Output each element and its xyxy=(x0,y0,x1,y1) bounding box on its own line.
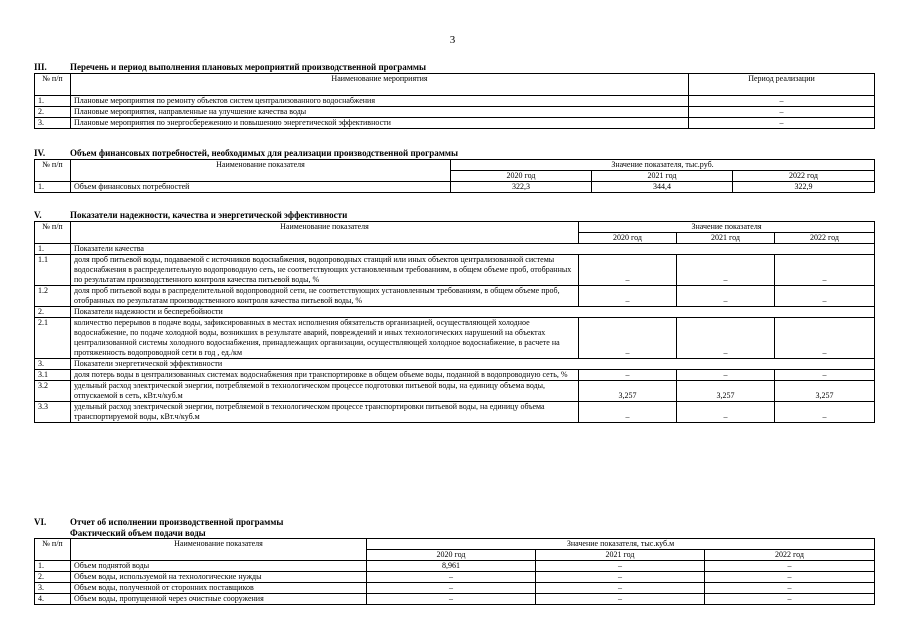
row-value: – xyxy=(775,318,875,359)
row-value: – xyxy=(705,561,875,572)
row-name: Объем воды, используемой на технологические нужды xyxy=(71,572,367,583)
row-name: Объем воды, пропущенной через очистные сооружения xyxy=(71,594,367,605)
table-row xyxy=(35,402,875,423)
row-value: – xyxy=(579,370,677,381)
table-row xyxy=(35,572,875,583)
header-year: 2020 год xyxy=(451,171,592,182)
table-row xyxy=(35,318,875,359)
row-num: 2.1 xyxy=(35,318,71,359)
table-row xyxy=(35,561,875,572)
section-5 xyxy=(34,210,874,423)
row-value: 3,257 xyxy=(775,381,875,402)
row-value: – xyxy=(579,318,677,359)
row-value: – xyxy=(367,583,536,594)
section-title-text: Перечень и период выполнения плановых мероприятий производственной программы xyxy=(70,62,427,72)
row-value: – xyxy=(705,583,875,594)
row-name: Объем воды, полученной от сторонних поставщиков xyxy=(71,583,367,594)
row-value: – xyxy=(536,561,705,572)
group-name: Показатели качества xyxy=(71,244,875,255)
header-num: № п/п xyxy=(35,222,71,244)
row-num: 3. xyxy=(35,583,71,594)
row-period: – xyxy=(689,118,875,129)
header-name: Наименование показателя xyxy=(71,539,367,561)
row-value: – xyxy=(775,255,875,286)
row-name: удельный расход электрической энергии, потребляемой в технологическом процессе подготовки питьевой воды, на единицу объема воды, отпускаемой в сеть, кВт.ч/куб.м xyxy=(71,381,579,402)
table-row xyxy=(35,255,875,286)
header-year: 2021 год xyxy=(536,550,705,561)
row-value: – xyxy=(367,572,536,583)
row-value: 3,257 xyxy=(677,381,775,402)
row-name: доля проб питьевой воды, подаваемой с источников водоснабжения, водопроводных станций или иных объектов централизованной системы водоснабжения в распределительную водопроводную сеть, не соответствующих установленным требованиям, в общем объеме проб, отобранных по результатам производственного контроля качества питьевой воды, % xyxy=(71,255,579,286)
section-3 xyxy=(34,62,874,129)
section-5-title xyxy=(34,210,874,221)
row-num: 3. xyxy=(35,359,71,370)
header-year: 2020 год xyxy=(579,233,677,244)
row-num: 3.2 xyxy=(35,381,71,402)
section-6-subtitle: Фактический объем подачи воды xyxy=(70,528,206,538)
finance-table xyxy=(34,159,875,193)
table-header xyxy=(35,74,875,96)
section-3-title xyxy=(34,62,874,73)
header-name: Наименование мероприятия xyxy=(71,74,689,96)
row-value: – xyxy=(677,286,775,307)
row-num: 3.3 xyxy=(35,402,71,423)
table-header xyxy=(35,539,875,550)
table-row xyxy=(35,381,875,402)
row-value: – xyxy=(677,318,775,359)
section-6-title xyxy=(34,517,874,528)
row-value: – xyxy=(775,402,875,423)
table-header xyxy=(35,222,875,233)
indicators-table xyxy=(34,221,875,423)
row-num: 1. xyxy=(35,561,71,572)
row-name: количество перерывов в подаче воды, зафиксированных в местах исполнения обязательств организацией, осуществляющей холодное водоснабжение, по подаче холодной воды, возникших в результате аварий, повреждений и иных технологических нарушений на объектах централизованной системы холодного водоснабжения, принадлежащих организации, осуществляющей холодное водоснабжение, в расчете на протяженность водопроводной сети в год , ед./км xyxy=(71,318,579,359)
table-row xyxy=(35,118,875,129)
activities-table xyxy=(34,73,875,129)
row-value: 322,3 xyxy=(451,182,592,193)
row-value: – xyxy=(536,572,705,583)
header-value: Значение показателя, тыс.руб. xyxy=(451,160,875,171)
row-num: 2. xyxy=(35,572,71,583)
header-name: Наименование показателя xyxy=(71,160,451,182)
water-supply-table xyxy=(34,538,875,605)
table-row xyxy=(35,594,875,605)
row-name: Объем финансовых потребностей xyxy=(71,182,451,193)
section-number: VI. xyxy=(34,517,47,527)
row-name: Объем поднятой воды xyxy=(71,561,367,572)
section-title-text: Отчет об исполнении производственной программы xyxy=(70,517,284,527)
header-year: 2020 год xyxy=(367,550,536,561)
row-num: 1.2 xyxy=(35,286,71,307)
row-num: 1. xyxy=(35,244,71,255)
header-name: Наименование показателя xyxy=(71,222,579,244)
table-row xyxy=(35,182,875,193)
row-value: – xyxy=(367,594,536,605)
row-num: 3.1 xyxy=(35,370,71,381)
header-year: 2022 год xyxy=(705,550,875,561)
row-name: Плановые мероприятия по энергосбережению и повышению энергетической эффективности xyxy=(71,118,689,129)
group-row xyxy=(35,359,875,370)
table-row xyxy=(35,370,875,381)
header-year: 2021 год xyxy=(677,233,775,244)
header-num: № п/п xyxy=(35,539,71,561)
section-4 xyxy=(34,148,874,193)
row-num: 2. xyxy=(35,107,71,118)
header-num: № п/п xyxy=(35,74,71,96)
section-title-text: Объем финансовых потребностей, необходимых для реализации производственной программы xyxy=(70,148,459,158)
section-title-text: Показатели надежности, качества и энергетической эффективности xyxy=(70,210,348,220)
row-value: 322,9 xyxy=(733,182,875,193)
table-header xyxy=(35,160,875,171)
page-number: 3 xyxy=(449,34,456,46)
table-row xyxy=(35,286,875,307)
row-num: 2. xyxy=(35,307,71,318)
group-row xyxy=(35,307,875,318)
row-value: – xyxy=(705,594,875,605)
header-year: 2022 год xyxy=(733,171,875,182)
row-value: – xyxy=(579,255,677,286)
row-value: – xyxy=(705,572,875,583)
header-value: Значение показателя, тыс.куб.м xyxy=(367,539,875,550)
row-value: 8,961 xyxy=(367,561,536,572)
header-value: Значение показателя xyxy=(579,222,875,233)
header-num: № п/п xyxy=(35,160,71,182)
group-row xyxy=(35,244,875,255)
row-value: – xyxy=(536,583,705,594)
row-num: 3. xyxy=(35,118,71,129)
row-name: Плановые мероприятия, направленные на улучшение качества воды xyxy=(71,107,689,118)
row-value: – xyxy=(579,402,677,423)
header-year: 2022 год xyxy=(775,233,875,244)
row-period: – xyxy=(689,107,875,118)
row-value: – xyxy=(677,402,775,423)
row-value: – xyxy=(775,370,875,381)
header-period: Период реализации xyxy=(689,74,875,96)
section-number: IV. xyxy=(34,148,46,158)
row-value: 3,257 xyxy=(579,381,677,402)
row-value: 344,4 xyxy=(592,182,733,193)
group-name: Показатели надежности и бесперебойности xyxy=(71,307,875,318)
row-name: Плановые мероприятия по ремонту объектов систем централизованного водоснабжения xyxy=(71,96,689,107)
group-name: Показатели энергетической эффективности xyxy=(71,359,875,370)
header-year: 2021 год xyxy=(592,171,733,182)
row-name: удельный расход электрической энергии, потребляемой в технологическом процессе транспортировки питьевой воды, на единицу объема транспортируемой воды, кВт.ч/куб.м xyxy=(71,402,579,423)
row-value: – xyxy=(579,286,677,307)
section-number: III. xyxy=(34,62,47,72)
row-num: 4. xyxy=(35,594,71,605)
row-name: доля проб питьевой воды в распределительной водопроводной сети, не соответствующих установленным требованиям, в общем объеме проб, отобранных по результатам производственного контроля качества питьевой воды, % xyxy=(71,286,579,307)
row-name: доля потерь воды в централизованных системах водоснабжения при транспортировке в общем объеме воды, поданной в водопроводную сеть, % xyxy=(71,370,579,381)
row-value: – xyxy=(677,370,775,381)
row-num: 1. xyxy=(35,182,71,193)
table-row xyxy=(35,96,875,107)
table-row xyxy=(35,583,875,594)
row-value: – xyxy=(536,594,705,605)
section-4-title xyxy=(34,148,874,159)
section-number: V. xyxy=(34,210,42,220)
row-value: – xyxy=(677,255,775,286)
section-6 xyxy=(34,517,874,605)
row-num: 1. xyxy=(35,96,71,107)
row-period: – xyxy=(689,96,875,107)
row-num: 1.1 xyxy=(35,255,71,286)
table-row xyxy=(35,107,875,118)
row-value: – xyxy=(775,286,875,307)
